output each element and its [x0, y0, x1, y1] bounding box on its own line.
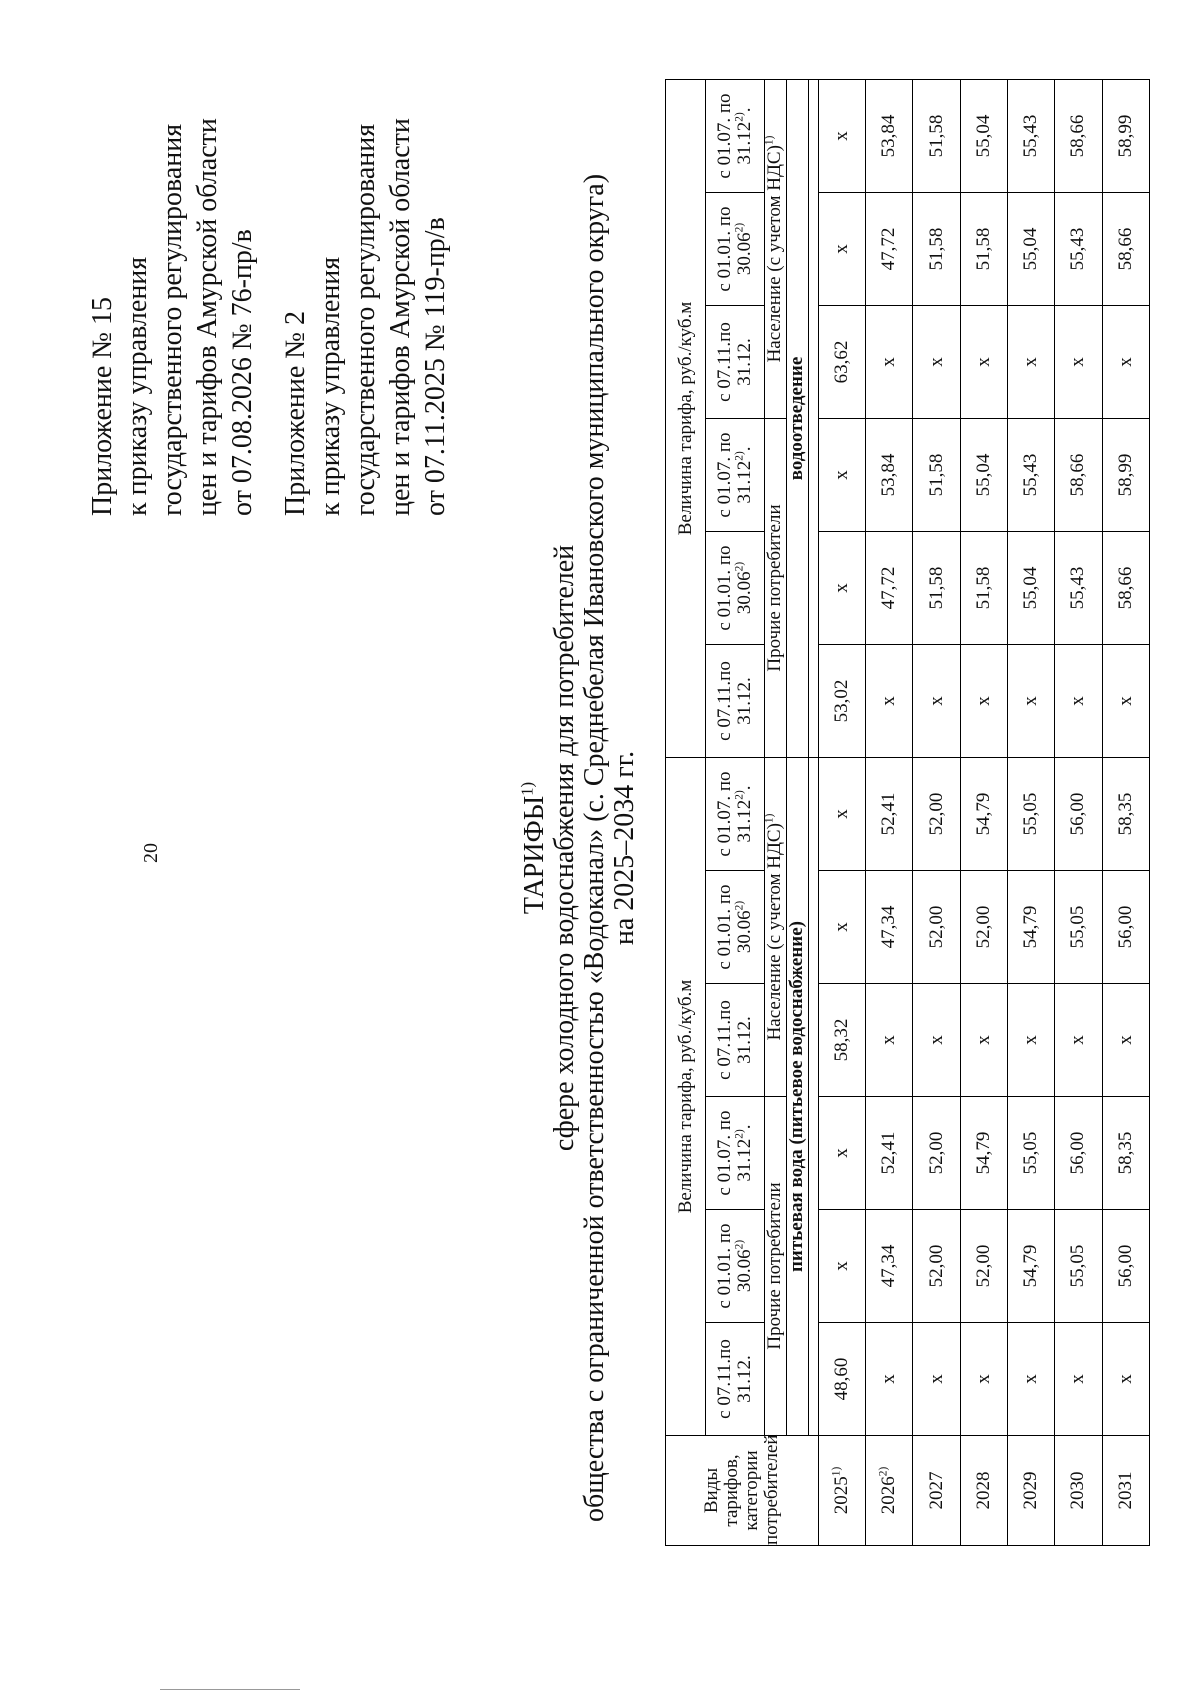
col-header-tariff-types: Виды тарифов, категории потребителей: [666, 1436, 819, 1546]
tariff-value-cell: x: [818, 80, 865, 193]
tariff-value-cell: 55,04: [960, 419, 1007, 532]
period-header: с 01.01. по 30.06$^{2)}$: [706, 1210, 764, 1323]
spacer-cell-water: [808, 758, 818, 1436]
appendix-old-block: [278, 118, 453, 516]
tariff-value-cell: 47,34: [866, 871, 913, 984]
tariff-value-cell: x: [1055, 984, 1102, 1097]
tariff-value-cell: 53,84: [866, 80, 913, 193]
appendix-old-line3: государственного регулирования: [350, 123, 381, 516]
tariff-value-cell: 52,00: [960, 1210, 1007, 1323]
tariff-value-cell: 58,66: [1055, 80, 1102, 193]
tariff-value-cell: x: [818, 1210, 865, 1323]
tariff-value-cell: 55,05: [1008, 758, 1055, 871]
tariff-value-cell: 47,72: [866, 532, 913, 645]
document-title: [517, 0, 640, 1696]
category-other-sewage: Прочие потребители: [764, 419, 786, 758]
service-drinking-water: питьевая вода (питьевое водоснабжение): [786, 758, 808, 1436]
tariff-value-cell: 52,00: [913, 1097, 960, 1210]
page-number: 20: [140, 843, 162, 863]
period-header: с 07.11.по 31.12.: [706, 1323, 764, 1436]
header-row-services: [786, 80, 808, 1546]
tariff-value-cell: 54,79: [960, 1097, 1007, 1210]
tariff-value-cell: 55,43: [1055, 193, 1102, 306]
tariff-value-cell: 58,66: [1055, 419, 1102, 532]
tariff-value-cell: 55,04: [960, 80, 1007, 193]
tariff-value-cell: x: [913, 984, 960, 1097]
tariff-value-cell: x: [818, 193, 865, 306]
period-header: с 01.01. по 30.06$^{2)}$: [706, 193, 764, 306]
tariff-value-cell: 56,00: [1055, 1097, 1102, 1210]
tariff-value-cell: 56,00: [1055, 758, 1102, 871]
tariff-value-cell: 58,35: [1102, 1097, 1149, 1210]
period-header: с 01.07. по 31.12$^{2)}$.: [706, 758, 764, 871]
tariff-value-cell: x: [1008, 306, 1055, 419]
tariff-value-cell: 58,35: [1102, 758, 1149, 871]
tariff-value-cell: x: [1102, 984, 1149, 1097]
tariff-value-cell: 54,79: [1008, 871, 1055, 984]
year-cell: 2030: [1055, 1436, 1102, 1546]
tariff-value-cell: 51,58: [913, 532, 960, 645]
tariff-value-cell: x: [960, 645, 1007, 758]
tariff-value-cell: x: [1102, 645, 1149, 758]
tariff-value-cell: 53,84: [866, 419, 913, 532]
appendix-new-line4: цен и тарифов Амурской области: [192, 118, 223, 516]
tariff-value-cell: 52,41: [866, 1097, 913, 1210]
tariff-value-cell: 52,00: [913, 871, 960, 984]
period-header: с 01.01. по 30.06$^{2)}$: [706, 532, 764, 645]
tariff-value-cell: 58,99: [1102, 419, 1149, 532]
table-row: [960, 80, 1007, 1546]
year-cell: 2027: [913, 1436, 960, 1546]
appendix-old-line2: к приказу управления: [315, 256, 346, 516]
period-header: с 07.11.по 31.12.: [706, 645, 764, 758]
tariff-value-cell: 54,79: [1008, 1210, 1055, 1323]
tariff-value-cell: x: [913, 1323, 960, 1436]
table-row: [1102, 80, 1149, 1546]
tariff-value-cell: x: [866, 984, 913, 1097]
scan-edge-line: [160, 1689, 300, 1690]
appendix-old-line4: цен и тарифов Амурской области: [385, 118, 416, 516]
header-row-spacer: [808, 80, 818, 1546]
tariff-value-cell: x: [818, 871, 865, 984]
tariff-value-cell: x: [960, 306, 1007, 419]
tariff-value-cell: x: [913, 306, 960, 419]
group-header-water: Величина тарифа, руб./куб.м: [666, 758, 706, 1436]
tariff-value-cell: 52,00: [913, 758, 960, 871]
tariff-value-cell: 55,43: [1008, 80, 1055, 193]
service-sewage: водоотведение: [786, 80, 808, 758]
period-header: с 01.07. по 31.12$^{2)}$.: [706, 1097, 764, 1210]
table-row: [1055, 80, 1102, 1546]
period-header: с 01.01. по 30.06$^{2)}$: [706, 871, 764, 984]
tariff-value-cell: x: [913, 645, 960, 758]
header-row-categories: [764, 80, 786, 1546]
tariff-value-cell: x: [818, 532, 865, 645]
tariff-value-cell: x: [818, 1097, 865, 1210]
tariff-value-cell: 63,62: [818, 306, 865, 419]
year-cell: 2031: [1102, 1436, 1149, 1546]
tariff-value-cell: 52,00: [960, 871, 1007, 984]
tariff-value-cell: x: [960, 1323, 1007, 1436]
tariff-value-cell: x: [1055, 645, 1102, 758]
appendix-new-block: [85, 118, 260, 516]
appendix-old-line1: Приложение № 2: [280, 311, 311, 516]
tariff-value-cell: 47,72: [866, 193, 913, 306]
table-row: [866, 80, 913, 1546]
title-line1: сфере холодного водоснабжения для потребителей: [549, 544, 580, 1152]
tariff-value-cell: x: [866, 1323, 913, 1436]
tariff-value-cell: 53,02: [818, 645, 865, 758]
tariff-value-cell: x: [960, 984, 1007, 1097]
appendix-new-line5: от 07.08.2026 № 76-пр/в: [227, 229, 258, 516]
tariff-value-cell: x: [1102, 306, 1149, 419]
appendix-new-line3: государственного регулирования: [157, 123, 188, 516]
tariff-value-cell: 51,58: [913, 419, 960, 532]
appendix-new-line1: Приложение № 15: [87, 297, 118, 516]
tariff-value-cell: 58,66: [1102, 193, 1149, 306]
spacer-cell-sewage: [808, 80, 818, 758]
tariff-value-cell: x: [818, 419, 865, 532]
appendix-old-line5: от 07.11.2025 № 119-пр/в: [420, 217, 451, 516]
appendix-new-line2: к приказу управления: [122, 256, 153, 516]
tariff-value-cell: 55,05: [1055, 1210, 1102, 1323]
header-row-periods: [706, 80, 764, 1546]
title-line2: общества с ограниченной ответственностью «Водоканал» (с. Среднебелая Ивановского муниципального округа): [579, 173, 610, 1523]
year-cell: 2025$^{1)}$: [818, 1436, 865, 1546]
tariff-value-cell: 54,79: [960, 758, 1007, 871]
tariff-value-cell: x: [1008, 1323, 1055, 1436]
year-cell: 2029: [1008, 1436, 1055, 1546]
tariff-value-cell: 51,58: [960, 532, 1007, 645]
tariff-value-cell: 58,32: [818, 984, 865, 1097]
table-row: [818, 80, 865, 1546]
group-header-sewage: Величина тарифа, руб./куб.м: [666, 80, 706, 758]
tariff-table: [665, 79, 1150, 1546]
tariff-value-cell: x: [866, 306, 913, 419]
category-population-water: Население (с учетом НДС)$^{1)}$: [764, 758, 786, 1097]
year-cell: 2026$^{2)}$: [866, 1436, 913, 1546]
tariff-value-cell: 55,04: [1008, 532, 1055, 645]
tariff-value-cell: 52,00: [913, 1210, 960, 1323]
tariff-value-cell: 52,41: [866, 758, 913, 871]
tariff-value-cell: 56,00: [1102, 1210, 1149, 1323]
title-heading: ТАРИФЫ$^{1)}$: [517, 781, 550, 915]
period-header: с 07.11.по 31.12.: [706, 306, 764, 419]
tariff-value-cell: 51,58: [913, 193, 960, 306]
table-row: [913, 80, 960, 1546]
period-header: с 01.07. по 31.12$^{2)}$.: [706, 80, 764, 193]
tariff-value-cell: 55,43: [1055, 532, 1102, 645]
year-cell: 2028: [960, 1436, 1007, 1546]
table-row: [1008, 80, 1055, 1546]
period-header: с 01.07. по 31.12$^{2)}$.: [706, 419, 764, 532]
tariff-value-cell: 58,99: [1102, 80, 1149, 193]
title-line3: на 2025–2034 гг.: [609, 750, 640, 946]
tariff-value-cell: 47,34: [866, 1210, 913, 1323]
tariff-value-cell: 55,05: [1055, 871, 1102, 984]
tariff-value-cell: x: [1008, 984, 1055, 1097]
tariff-value-cell: x: [1102, 1323, 1149, 1436]
category-population-sewage: Население (с учетом НДС)$^{1)}$: [764, 80, 786, 419]
category-other-water: Прочие потребители: [764, 1097, 786, 1436]
tariff-value-cell: 58,66: [1102, 532, 1149, 645]
tariff-value-cell: x: [1055, 1323, 1102, 1436]
tariff-value-cell: x: [1055, 306, 1102, 419]
tariff-value-cell: x: [818, 758, 865, 871]
tariff-value-cell: x: [866, 645, 913, 758]
tariff-value-cell: 55,04: [1008, 193, 1055, 306]
tariff-value-cell: 55,05: [1008, 1097, 1055, 1210]
period-header: с 07.11.по 31.12.: [706, 984, 764, 1097]
tariff-value-cell: 56,00: [1102, 871, 1149, 984]
tariff-value-cell: 55,43: [1008, 419, 1055, 532]
tariff-value-cell: x: [1008, 645, 1055, 758]
tariff-value-cell: 48,60: [818, 1323, 865, 1436]
tariff-value-cell: 51,58: [913, 80, 960, 193]
tariff-value-cell: 51,58: [960, 193, 1007, 306]
header-row-group: [666, 80, 706, 1546]
